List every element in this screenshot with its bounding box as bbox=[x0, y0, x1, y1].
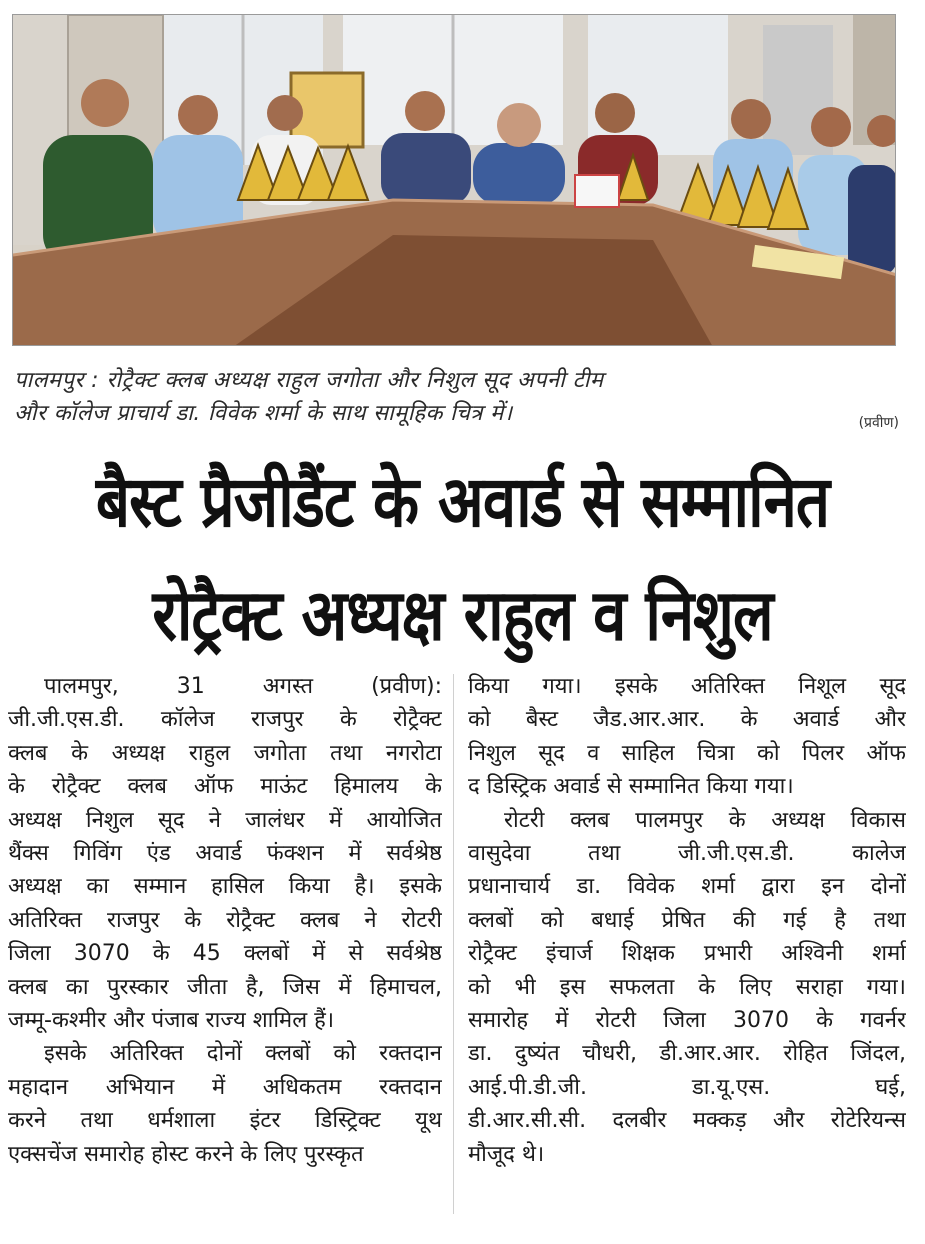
article-text-line: थैंक्स गिविंग एंड अवार्ड फंक्शन में सर्वश्रेष्ठ bbox=[8, 841, 442, 867]
article-text-line: अतिरिक्त राजपुर के रोट्रैक्ट क्लब ने रोटरी bbox=[8, 907, 442, 933]
headline-line: बैस्ट प्रैजीडैंट के अवार्ड से सम्मानित bbox=[95, 461, 830, 544]
article-text-line: डा. दुष्यंत चौधरी, डी.आर.आर. रोहित जिंदल, bbox=[468, 1041, 906, 1067]
article-text-line: इसके अतिरिक्त दोनों क्लबों को रक्तदान bbox=[44, 1041, 442, 1067]
article-text-line: अध्यक्ष निशुल सूद ने जालंधर में आयोजित bbox=[8, 807, 442, 833]
article-text-line: एक्सचेंज समारोह होस्ट करने के लिए पुरस्कृत bbox=[8, 1141, 364, 1167]
article-text-line: जम्मू-कश्मीर और पंजाब राज्य शामिल हैं। bbox=[8, 1008, 335, 1034]
article-text-line: को भी इस सफलता के लिए सराहा गया। bbox=[468, 974, 906, 1000]
article-text-line: किया गया। इसके अतिरिक्त निशूल सूद bbox=[468, 674, 906, 699]
article-body bbox=[0, 670, 925, 1230]
article-text-line: समारोह में रोटरी जिला 3070 के गवर्नर bbox=[468, 1008, 906, 1034]
article-headline bbox=[0, 446, 925, 673]
article-text-line: अध्यक्ष का सम्मान हासिल किया है। इसके bbox=[8, 874, 442, 900]
article-text-line: जिला 3070 के 45 क्लबों में से सर्वश्रेष्ठ bbox=[8, 941, 442, 967]
article-text-line: निशुल सूद व साहिल चित्रा को पिलर ऑफ bbox=[468, 740, 906, 766]
article-text-line: करने तथा धर्मशाला इंटर डिस्ट्रिक्ट यूथ bbox=[8, 1108, 442, 1134]
photo-caption bbox=[14, 364, 904, 430]
article-text-line: क्लब का पुरस्कार जीता है, जिस में हिमाचल, bbox=[8, 974, 442, 1000]
article-text-line: मौजूद थे। bbox=[468, 1141, 545, 1167]
article-text-line: द डिस्ट्रिक अवार्ड से सम्मानित किया गया। bbox=[468, 774, 794, 800]
article-photo bbox=[12, 14, 896, 346]
article-text-line: को बैस्ट जैड.आर.आर. के अवार्ड और bbox=[468, 707, 906, 733]
caption-line: और कॉलेज प्राचार्य डा. विवेक शर्मा के साथ सामूहिक चित्र में। bbox=[14, 401, 513, 426]
article-text-line: के रोट्रैक्ट क्लब ऑफ माऊंट हिमालय के bbox=[8, 774, 442, 800]
photo-credit: (प्रवीण) bbox=[858, 415, 899, 431]
article-text-line: महादान अभियान में अधिकतम रक्तदान bbox=[8, 1074, 442, 1100]
caption-line: पालमपुर : रोट्रैक्ट क्लब अध्यक्ष राहुल जगोता और निशुल सूद अपनी टीम bbox=[14, 368, 604, 393]
article-text-line: रोटरी क्लब पालमपुर के अध्यक्ष विकास bbox=[504, 807, 906, 833]
article-text-line: आई.पी.डी.जी. डा.यू.एस. घई, bbox=[468, 1074, 906, 1100]
article-text-line: प्रधानाचार्य डा. विवेक शर्मा द्वारा इन दोनों bbox=[468, 874, 906, 900]
article-text-line: वासुदेवा तथा जी.जी.एस.डी. कालेज bbox=[468, 841, 906, 867]
headline-line: रोट्रैक्ट अध्यक्ष राहुल व निशुल bbox=[152, 574, 773, 658]
article-text-line: जी.जी.एस.डी. कॉलेज राजपुर के रोट्रैक्ट bbox=[8, 707, 442, 733]
article-text-line: क्लब के अध्यक्ष राहुल जगोता तथा नगरोटा bbox=[8, 740, 442, 766]
column-divider bbox=[453, 674, 454, 1214]
article-text-line: क्लबों को बधाई प्रेषित की गई है तथा bbox=[468, 907, 906, 933]
article-column-right bbox=[468, 670, 906, 1171]
article-column-left bbox=[8, 670, 442, 1171]
article-text-line: रोट्रैक्ट इंचार्ज शिक्षक प्रभारी अश्विनी शर्मा bbox=[468, 941, 906, 967]
article-text-line: डी.आर.सी.सी. दलबीर मक्कड़ और रोटेरियन्स bbox=[468, 1108, 906, 1134]
article-text-line: पालमपुर, 31 अगस्त (प्रवीण): bbox=[44, 674, 442, 699]
group-photo-image bbox=[13, 15, 896, 346]
